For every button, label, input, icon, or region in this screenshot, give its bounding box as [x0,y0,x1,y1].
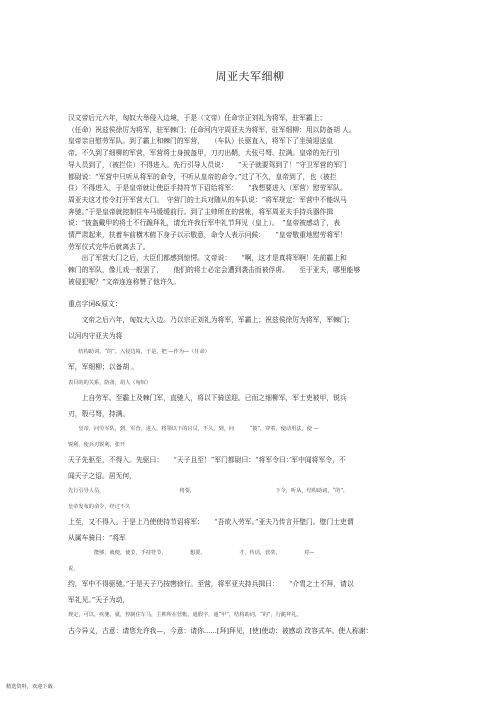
annotation-line: 表目的的关系，防备，胡人（匈奴） [68,379,152,386]
translation-line: 帝。不久到了细柳的军营，军营将士身披盔甲，刀刃出鞘，大张弓弩、拉满。皇帝的先行引 [68,149,340,158]
source-text-line: 天子先驱至，不得入。先驱曰： “天子且至！”军门都尉曰：“将军令曰：’军中闻将军令，不 [68,455,346,464]
notes-heading: 重点字词&原文： [68,300,122,308]
translation-line: 住）不得进入，于是皇帝就让使臣手持符节下诏给将军： “我想要进入（军营）慰劳军队。 [68,184,347,193]
translation-line: 棘门的军队，像儿戏一般罢了， 他们的将士必定会遭到袭击而被俘虏。 至于亚夫，哪里能够 [68,266,361,275]
source-text-line: 军礼见。”天子为动， [68,595,130,604]
translation-line: 皇帝亲自慰劳军队。到了霸上和棘门的军营， （车队）长驱直入，将军下了坐骑迎送皇 [68,137,334,146]
source-text-line: 约，军中不得驱驰。”于是天子乃按辔徐行。至营，将军亚夫持兵揖曰： “介胄之士不拜，请以 [68,579,354,588]
source-text-line: 闻天子之诏。居无何， [68,471,136,480]
annotation-line: 说， [68,565,79,572]
annotation-line: 能够，就便，使节，手持符节， 想要， 才，传话，营垒， 对— [68,550,315,557]
translation-line: 被侵犯呢？”文帝连连称赞了他许久。 [68,277,181,286]
annotation-line: 皇帝发布的命令，经过不久 [68,503,131,510]
translation-line: 出了军营大门之后，大臣们都感到惊愕。文帝说： “啊，这才是真将军啊！先前霸上和 [68,254,347,263]
source-text-line: 军，军细柳；以备胡 。 [68,362,139,371]
translation-line: 导人员到了，（被拦住）不得进入。先行引导人员说： “天子就要驾到了！”守卫军营的军门 [68,160,347,169]
source-text-line: 上至，又不得入。于是上乃使使持节诏将军： “吾欲入劳军。”亚夫乃传言开壁门。壁门士吏谓 [68,517,354,526]
source-text-line: 刃，彀弓弩，持满。 [68,409,130,418]
annotation-line: 规定，可以，疾驰，就，控制住车马，主帅所在营帐，通假字，通“甲”，结构助词，“的”，行跪拜礼， [68,612,302,619]
source-text-line: 以河内守亚夫为将 [68,331,123,340]
source-text-line: 从属车骑曰：“将军 [68,533,126,542]
translation-line: 汉文帝后元六年，匈奴大举侵入边境，于是（文帝）任命宗正刘礼为将军，驻军霸上； [68,114,327,122]
translation-line: 周亚夫这才传令打开军营大门。 守营门的士兵对随从的车队说：“将军规定：军营中不能纵马 [68,195,347,204]
translation-line: 都尉说：“军营中只听从将军的命令，不听从皇帝的命令。”过了不久，皇帝到了，也（被拦 [68,172,337,181]
translation-line: 情严肃起来，扶着车前横木俯下身子以示敬意，命令人表示问候： “皇帝敬重地慰劳将军！ [68,231,347,239]
translation-line: 奔驰。”于是皇帝就控制住车马缓缓前行。到了主帅所在的营帐，将军周亚夫手持兵器作揖 [68,207,334,216]
annotation-line: 结构助词，“的”。入侵边境，于是。把 —作为—（任命） [68,348,210,355]
source-text-line: 古今异义，古意：请您允许我—，今意：请你......[拜]拜见，[使]使动：被感动 改容式车。使人称谢： [68,626,373,635]
source-text-line: 上自劳军。至霸上及棘门军，直驰入，将以下骑送迎。已而之细柳军，军士吏被甲，锐兵 [68,393,347,402]
translation-line: 劳军仪式完毕后就离去了。 [68,242,150,251]
annotation-line: 皇帝，问劳军队，到，军营，进入，将领以下的官员，不久，到，问 “披”，穿着，使动用法，使 — [68,426,319,433]
translation-line: （任命）祝兹侯徐厉为将军，驻军棘门；任命河内守周亚夫为将军，驻军细柳：用以防备胡 人。 [68,125,356,134]
source-text-line: 文帝之后六年，匈奴大入边。乃以宗正刘礼为将军，军霸上；祝兹侯徐厉为将军，军棘门； [68,316,354,324]
translation-line: 说：“披盔戴甲的将士不行跪拜礼，请允许我行军中礼节拜见（皇上）。 ”皇帝被感动了，表 [68,219,341,228]
page-footer: 精选资料，欢迎下载 [6,684,53,690]
annotation-line: 先行引导人员， 将要， 下令，听从，结构助词，“的”， [68,488,349,495]
annotation-line: 锐利，使兵刃锐利，张开 [68,441,126,448]
page-title: 周亚夫军细柳 [215,70,285,83]
